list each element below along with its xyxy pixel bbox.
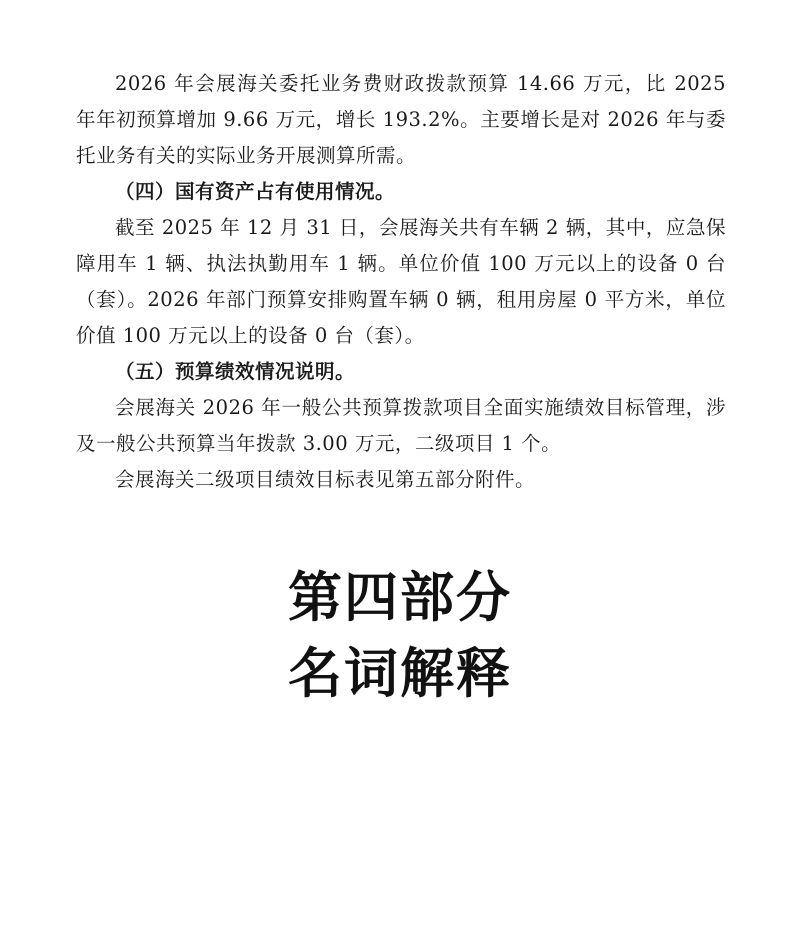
paragraph-entrusted-business-budget: 2026 年会展海关委托业务费财政拨款预算 14.66 万元，比 2025 年年初预算增加 9.66 万元，增长 193.2%。主要增长是对 2026 年与委托业务有关的实际业务开展测算所需。 (76, 72, 726, 167)
section-heading-state-assets: （四）国有资产占有使用情况。 (115, 180, 396, 203)
paragraph-performance-table-reference: 会展海关二级项目绩效目标表见第五部分附件。 (115, 468, 536, 491)
paragraph-performance-management: 会展海关 2026 年一般公共预算拨款项目全面实施绩效目标管理，涉及一般公共预算当年拨款 3.00 万元，二级项目 1 个。 (76, 396, 726, 455)
document-body (76, 66, 726, 498)
part-title-number: 第四部分 (288, 566, 512, 629)
part-title-name: 名词解释 (288, 642, 512, 705)
section-heading-performance: （五）预算绩效情况说明。 (115, 360, 356, 383)
paragraph-state-assets: 截至 2025 年 12 月 31 日，会展海关共有车辆 2 辆，其中，应急保障用车 1 辆、执法执勤用车 1 辆。单位价值 100 万元以上的设备 0 台（套）。2026 年部门预算安排购置车辆 0 辆，租用房屋 0 平方米，单位价值 100 万元以上的设备 0 台（套）。 (76, 216, 726, 347)
